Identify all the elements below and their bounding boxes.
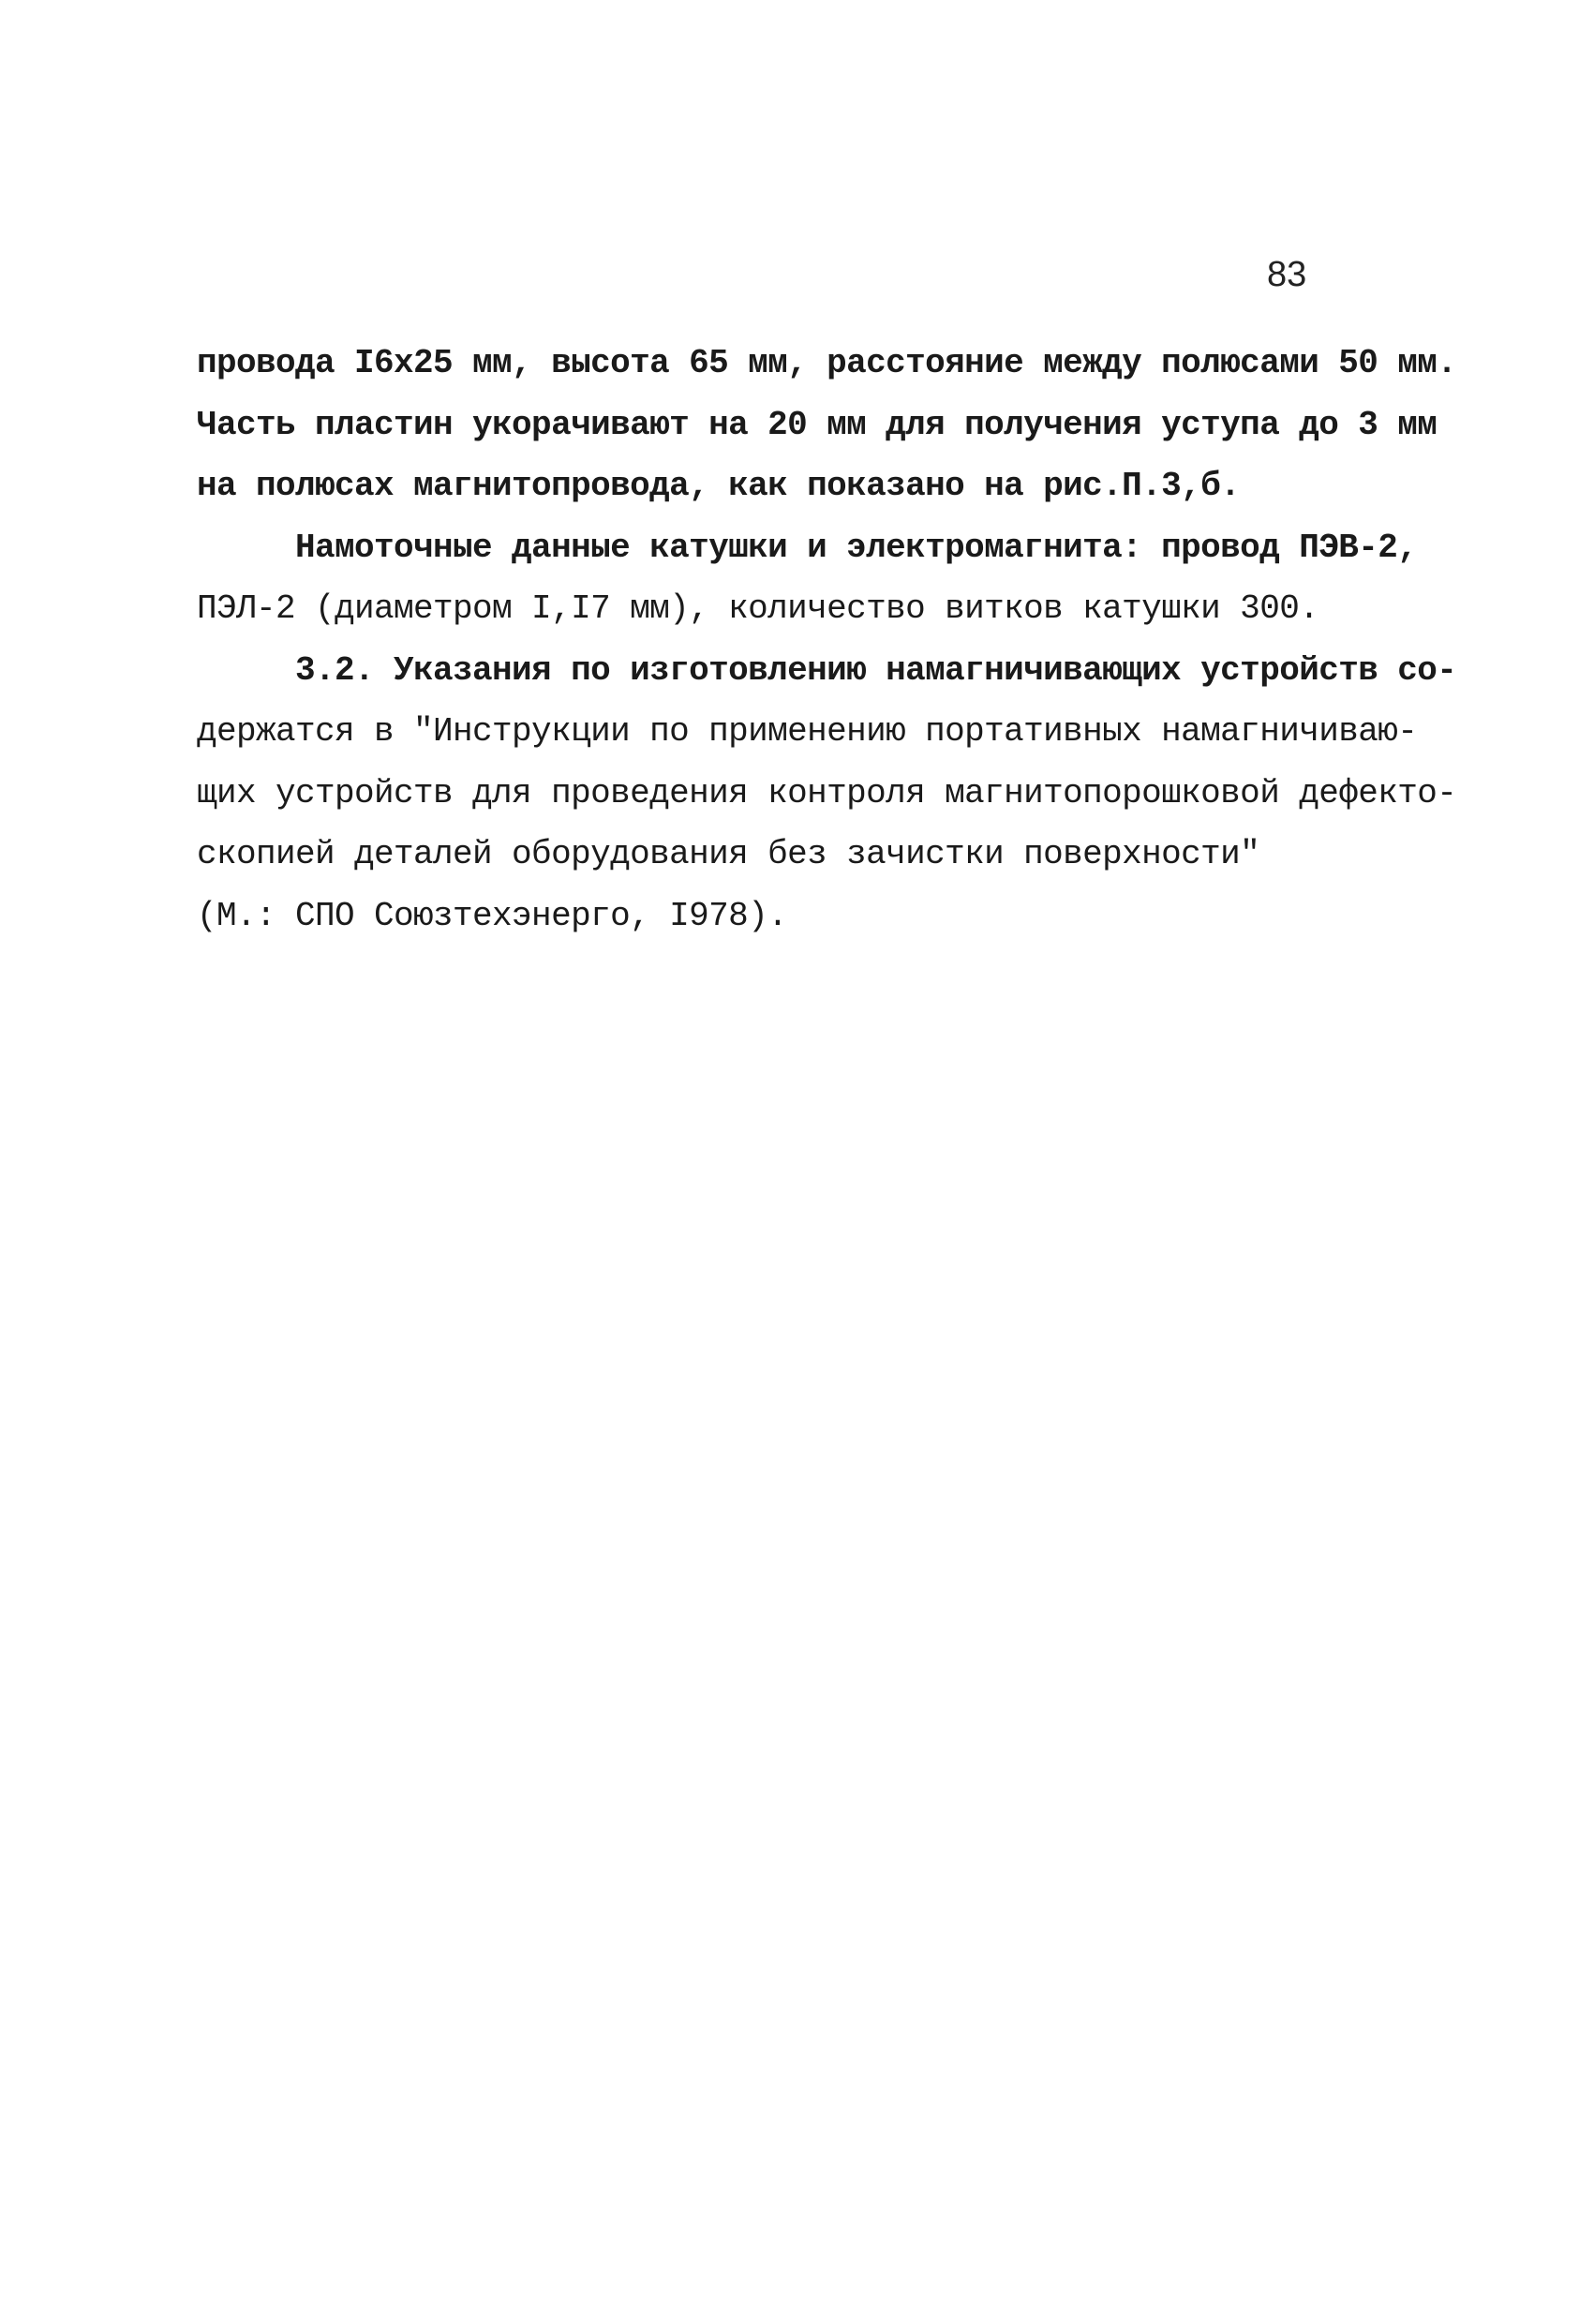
- text-line: Часть пластин укорачивают на 20 мм для получения уступа до 3 мм: [197, 405, 1438, 444]
- text-line: щих устройств для проведения контроля магнитопорошковой дефекто-: [197, 773, 1457, 812]
- text-line: провода I6x25 мм, высота 65 мм, расстояние между полюсами 50 мм.: [197, 344, 1457, 382]
- text-line: держатся в "Инструкции по применению портативных намагничиваю-: [197, 712, 1418, 751]
- text-line: Намоточные данные катушки и электромагнита: провод ПЭВ-2,: [197, 528, 1418, 567]
- text-line: ПЭЛ-2 (диаметром I,I7 мм), количество витков катушки 300.: [197, 589, 1319, 628]
- text-line: на полюсах магнитопровода, как показано на рис.П.3,б.: [197, 467, 1241, 505]
- text-line: (М.: СПО Союзтехэнерго, I978).: [197, 896, 788, 935]
- page-number: 83: [1267, 255, 1307, 294]
- document-body: [197, 333, 1457, 946]
- text-line: скопией деталей оборудования без зачистки поверхности": [197, 835, 1260, 873]
- text-line: 3.2. Указания по изготовлению намагничивающих устройств со-: [197, 650, 1457, 690]
